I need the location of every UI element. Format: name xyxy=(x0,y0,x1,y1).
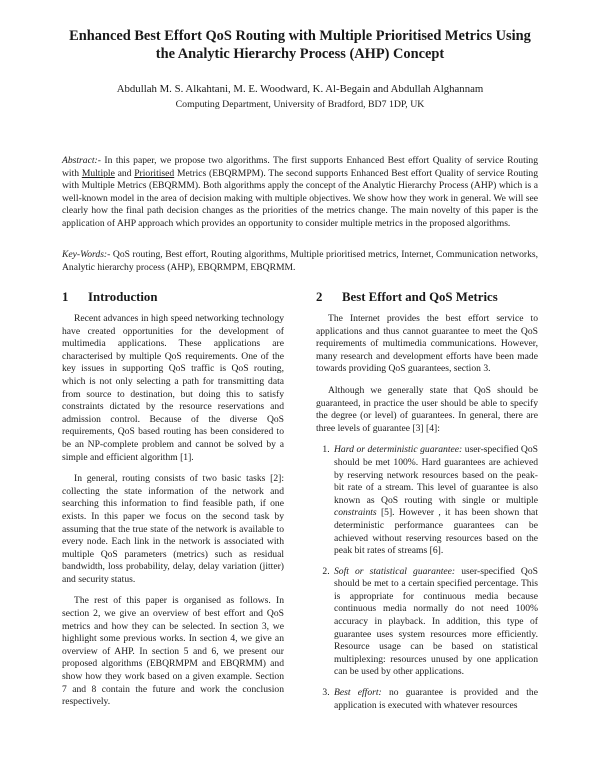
paper-title xyxy=(30,27,570,63)
authors: Abdullah M. S. Alkahtani, M. E. Woodward, K. Al-Begain and Abdullah Alghannam xyxy=(116,83,484,95)
abstract-underline-multiple: Multiple xyxy=(81,167,115,179)
list-item-title: Hard or deterministic guarantee: xyxy=(334,444,463,456)
column-right xyxy=(316,290,538,720)
section-2-paragraph-2: Although we generally state that QoS should be guaranteed, in practice the user should be able to specify the degree (or level) of guarantees. In general, there are three levels of guarantee [3] [4]: xyxy=(316,384,538,434)
section-1-paragraph-3: The rest of this paper is organised as follows. In section 2, we give an overview of best effort and QoS metrics and how they can be selected. In section 3, we highlight some previous works. In section 4, we give an overview of AHP. In section 5 and 6, we present our proposed algorithms (EBQRMPM and EBQRMM) and show how they work based on a given example. Section 7 and 8 contain the future and work the conclusion respectively. xyxy=(62,595,284,708)
abstract-text-b: and xyxy=(114,167,135,179)
section-1-heading xyxy=(62,290,284,305)
list-item xyxy=(332,687,538,712)
keywords xyxy=(62,249,538,274)
affiliation: Computing Department, University of Bradford, BD7 1DP, UK xyxy=(175,99,425,110)
column-left xyxy=(62,290,284,718)
list-item xyxy=(332,444,538,557)
list-item xyxy=(332,566,538,679)
section-2-title: Best Effort and QoS Metrics xyxy=(342,290,498,304)
section-1-paragraph-1: Recent advances in high speed networking technology have created opportunities for the development of multimedia applications. These applications are characterised by multiple QoS requirements. One of the key issues in supporting QoS traffic is QoS routing, which is not only selecting a path for transmitting data from source to destination, but doing this to satisfy constraints dictated by the resource reservations and admission control. Because of the diverse QoS requirements, QoS based routing has been considered to be an NP-complete problem and cannot be solved by a simple and efficient algorithm [1]. xyxy=(62,313,284,463)
list-item-text: no guarantee is provided and the application is executed with whatever resources xyxy=(334,687,538,711)
abstract-underline-prioritised: Prioritised xyxy=(134,167,175,179)
section-1-title: Introduction xyxy=(88,290,158,304)
guarantee-levels-list xyxy=(316,444,538,712)
list-item-text: user-specified QoS should be met 100%. Hard guarantees are achieved by reserving network resources based on the peak-bit rate of a stream. This level of guarantee is also known as QoS routing with single or multiple xyxy=(334,444,538,506)
section-2-heading xyxy=(316,290,538,305)
abstract-label: Abstract:- xyxy=(62,155,101,166)
list-item-italic: constraints xyxy=(334,507,377,519)
abstract-text-c: Metrics (EBQRMPM). The second supports Enhanced Best effort Quality of service Routing with Multiple Metrics (EBQRMM). Both algorithms apply the concept of the Analytic Hierarchy Process (AHP) which is a well-known model in the area of decision making with multiple objectives. We show how they work in general. We will see clearly how the final path decision changes as the priorities of the metrics change. The main novelty of this paper is the application of AHP approach which provides an opportunity to consider multiple metrics in the proposed algorithms. xyxy=(62,167,538,229)
section-2-number: 2 xyxy=(316,290,323,304)
abstract xyxy=(62,155,538,231)
section-1-number: 1 xyxy=(62,290,69,304)
abstract-text-a: In this paper, we propose two algorithms. The first supports Enhanced Best effort Quality of service Routing with xyxy=(62,155,538,179)
list-item-text: user-specified QoS should be met to a certain specified percentage. This is appropriate for continuous media because continuous media normally do not need 100% accuracy in playback. In addition, this type of guarantee uses system resources more efficiently. Resource usage can be based on statistical multiplexing: resources unused by one application can be used by other applications. xyxy=(334,565,538,678)
list-item-title: Best effort: xyxy=(334,687,382,699)
list-item-text-2: [5]. However , it has been shown that deterministic performance guarantees can be achieved without reserving resources based on the peak bit rates of streams [6]. xyxy=(334,507,538,557)
section-1-paragraph-2: In general, routing consists of two basic tasks [2]: collecting the state information of the network and searching this information to find feasible path, if one exists. In this paper we focus on the second task by assuming that the true state of the network is available to every node. Each link in the network is associated with multiple QoS parameters (metrics) such as residual bandwidth, loss probability, delay, delay variation (jitter) and security status. xyxy=(62,473,284,585)
list-item-title: Soft or statistical guarantee: xyxy=(334,565,456,577)
keywords-text: QoS routing, Best effort, Routing algorithms, Multiple prioritised metrics, Internet, Communication networks, Analytic hierarchy process (AHP), EBQRMPM, EBQRMM. xyxy=(62,249,538,273)
title-line-2: the Analytic Hierarchy Process (AHP) Concept xyxy=(155,46,445,62)
keywords-label: Key-Words:- xyxy=(62,249,111,260)
title-line-1: Enhanced Best Effort QoS Routing with Multiple Prioritised Metrics Using xyxy=(69,28,531,44)
section-2-paragraph-1: The Internet provides the best effort service to applications and thus cannot guarantee to meet the QoS requirements of multimedia communications. However, many research and development efforts have been made towards providing QoS guarantees, section 3. xyxy=(316,313,538,375)
